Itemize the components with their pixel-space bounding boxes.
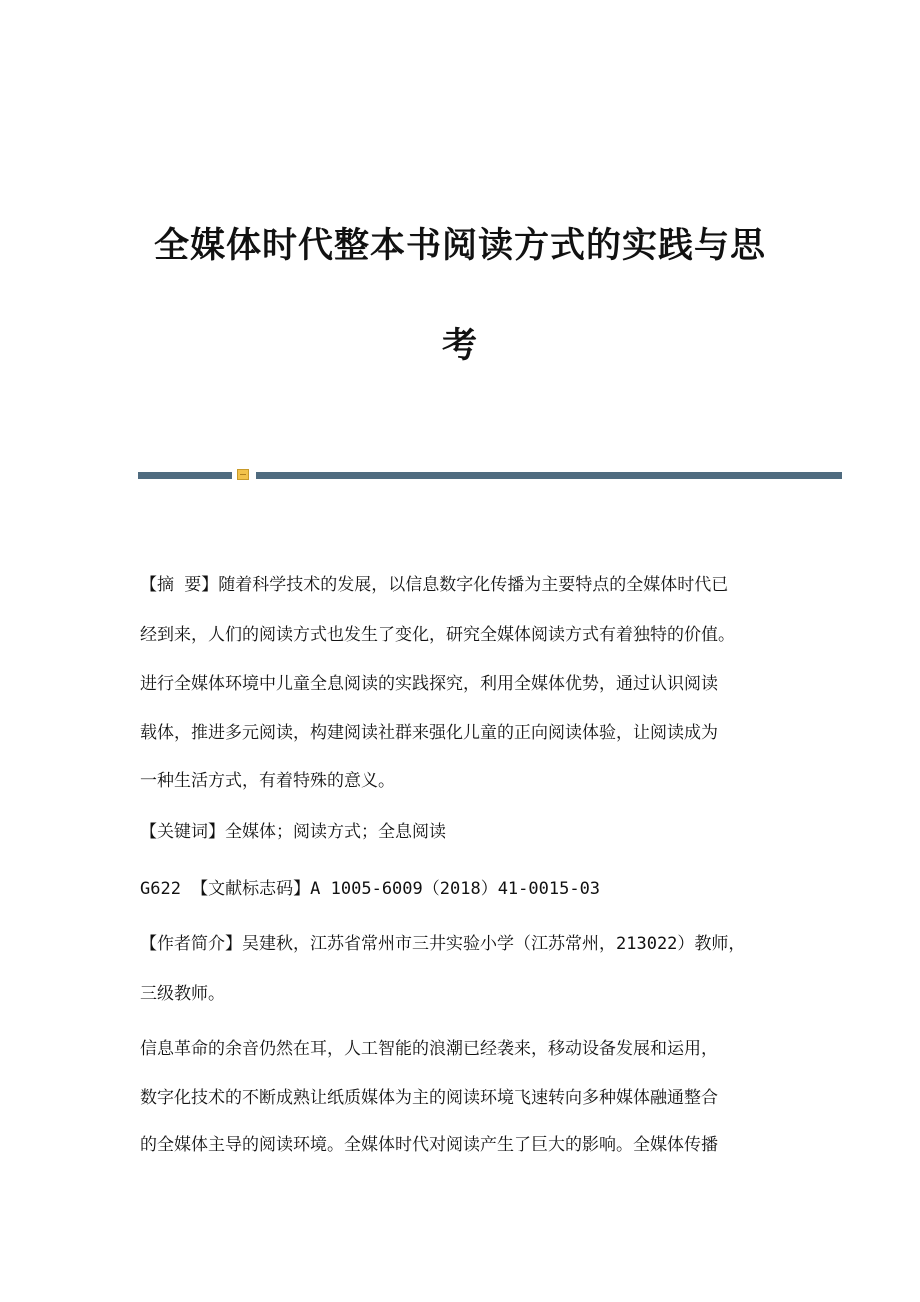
author-line: 【作者简介】吴建秋，江苏省常州市三井实验小学（江苏常州，213022）教师， xyxy=(140,934,746,954)
body-line: 数字化技术的不断成熟让纸质媒体为主的阅读环境飞速转向多种媒体融通整合 xyxy=(140,1088,718,1108)
author-line: 三级教师。 xyxy=(140,984,225,1004)
body-line: 的全媒体主导的阅读环境。全媒体时代对阅读产生了巨大的影响。全媒体传播 xyxy=(140,1135,718,1155)
divider-bar-right xyxy=(256,472,842,479)
title-divider xyxy=(138,468,842,480)
body-line: 信息革命的余音仍然在耳，人工智能的浪潮已经袭来，移动设备发展和运用， xyxy=(140,1039,718,1059)
abstract-line: 【摘 要】随着科学技术的发展，以信息数字化传播为主要特点的全媒体时代已 xyxy=(140,575,729,595)
keywords-line: 【关键词】全媒体；阅读方式；全息阅读 xyxy=(140,822,446,842)
abstract-line: 经到来，人们的阅读方式也发生了变化，研究全媒体阅读方式有着独特的价值。 xyxy=(140,625,735,645)
divider-ornament-icon xyxy=(237,469,249,480)
document-title-line-2: 考 xyxy=(441,325,478,366)
divider-bar-left xyxy=(138,472,232,479)
document-title-line-1: 全媒体时代整本书阅读方式的实践与思 xyxy=(153,225,766,266)
abstract-line: 一种生活方式，有着特殊的意义。 xyxy=(140,771,395,791)
abstract-line: 载体，推进多元阅读，构建阅读社群来强化儿童的正向阅读体验，让阅读成为 xyxy=(140,723,718,743)
abstract-line: 进行全媒体环境中儿童全息阅读的实践探究，利用全媒体优势，通过认识阅读 xyxy=(140,674,718,694)
classification-line: G622 【文献标志码】A 1005-6009（2018）41-0015-03 xyxy=(140,879,601,899)
